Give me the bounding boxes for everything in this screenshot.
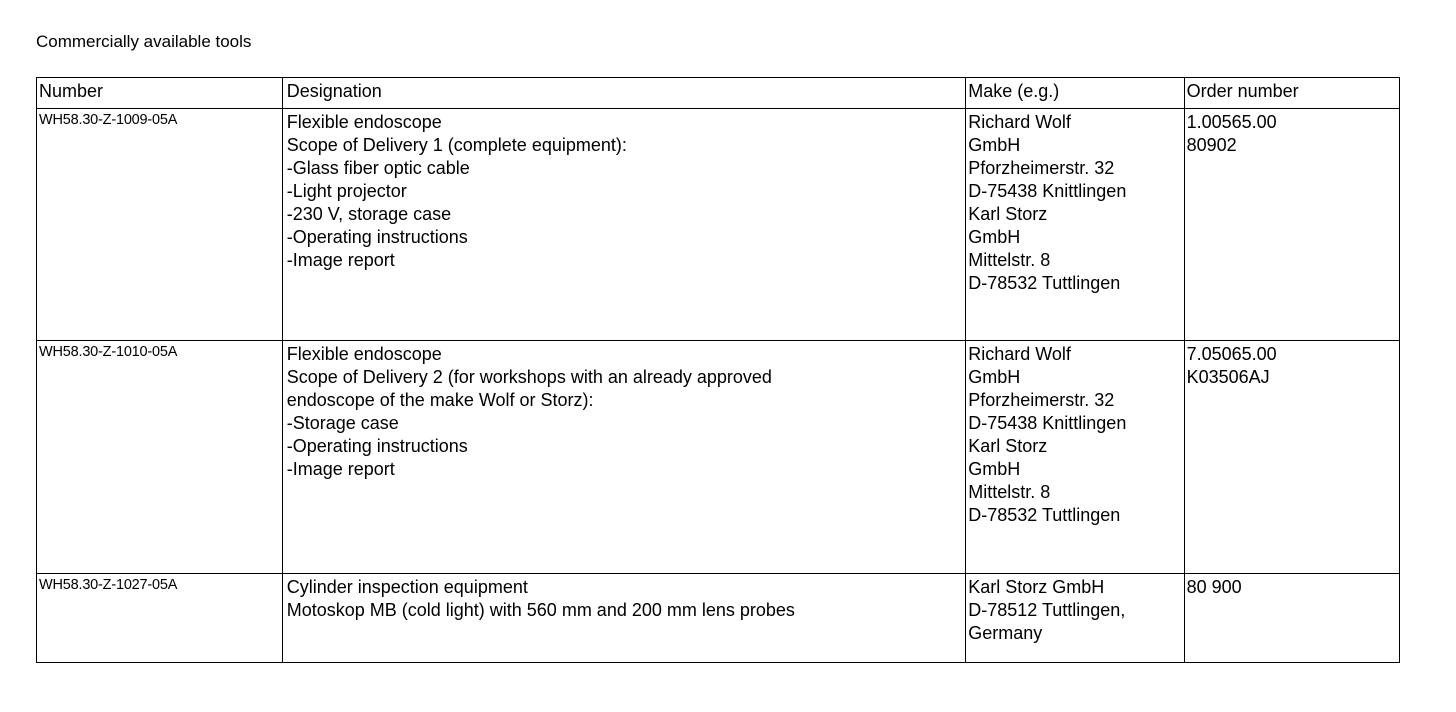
cell-designation: [282, 109, 966, 341]
make-line: D-78532 Tuttlingen: [968, 505, 1121, 525]
designation-line: -Image report: [286, 459, 395, 479]
cell-number: [37, 109, 283, 341]
cell-order-number: [1184, 109, 1399, 341]
order-line: 80 900: [1186, 577, 1242, 597]
tools-table: [36, 77, 1400, 663]
header-number: Number: [37, 78, 283, 109]
designation-line: Scope of Delivery 1 (complete equipment):: [286, 135, 627, 155]
header-make: Make (e.g.): [966, 78, 1184, 109]
tool-number: WH58.30-Z-1009-05A: [39, 112, 178, 128]
make-line: Pforzheimerstr. 32: [968, 390, 1115, 410]
designation-line: -Operating instructions: [286, 436, 468, 456]
designation-line: -Operating instructions: [286, 227, 468, 247]
make-line: Karl Storz GmbH: [968, 577, 1105, 597]
cell-number: [37, 574, 283, 663]
cell-make: [966, 341, 1184, 574]
make-line: Karl Storz: [968, 436, 1048, 456]
make-line: GmbH: [968, 227, 1021, 247]
designation-line: -Storage case: [286, 413, 399, 433]
designation-line: -Light projector: [286, 181, 407, 201]
make-line: Richard Wolf: [968, 344, 1071, 364]
make-line: Karl Storz: [968, 204, 1048, 224]
cell-designation: [282, 574, 966, 663]
make-line: GmbH: [968, 135, 1021, 155]
make-line: D-75438 Knittlingen: [968, 181, 1127, 201]
order-line: 80902: [1186, 135, 1237, 155]
designation-line: Flexible endoscope: [286, 344, 442, 364]
table-row: [37, 341, 1400, 574]
table-header-row: [37, 78, 1400, 109]
table-row: [37, 574, 1400, 663]
order-line: 7.05065.00: [1186, 344, 1277, 364]
make-line: Mittelstr. 8: [968, 250, 1051, 270]
designation-line: endoscope of the make Wolf or Storz):: [286, 390, 594, 410]
tool-number: WH58.30-Z-1027-05A: [39, 577, 178, 593]
header-order-number: Order number: [1184, 78, 1399, 109]
cell-number: [37, 341, 283, 574]
make-line: D-78532 Tuttlingen: [968, 273, 1121, 293]
cell-order-number: [1184, 341, 1399, 574]
make-line: Richard Wolf: [968, 112, 1071, 132]
page-title: Commercially available tools: [36, 32, 252, 51]
designation-line: Flexible endoscope: [286, 112, 442, 132]
header-designation: Designation: [282, 78, 966, 109]
order-line: K03506AJ: [1186, 367, 1270, 387]
make-line: GmbH: [968, 367, 1021, 387]
designation-line: Scope of Delivery 2 (for workshops with an already approved: [286, 367, 772, 387]
make-line: Germany: [968, 623, 1043, 643]
tool-number: WH58.30-Z-1010-05A: [39, 344, 178, 360]
designation-line: -Image report: [286, 250, 395, 270]
cell-order-number: [1184, 574, 1399, 663]
designation-line: -Glass fiber optic cable: [286, 158, 470, 178]
make-line: D-78512 Tuttlingen,: [968, 600, 1126, 620]
make-line: D-75438 Knittlingen: [968, 413, 1127, 433]
cell-make: [966, 109, 1184, 341]
make-line: Mittelstr. 8: [968, 482, 1051, 502]
designation-line: Motoskop MB (cold light) with 560 mm and 200 mm lens probes: [286, 600, 795, 620]
table-row: [37, 109, 1400, 341]
make-line: GmbH: [968, 459, 1021, 479]
make-line: Pforzheimerstr. 32: [968, 158, 1115, 178]
order-line: 1.00565.00: [1186, 112, 1277, 132]
designation-line: Cylinder inspection equipment: [286, 577, 528, 597]
cell-make: [966, 574, 1184, 663]
designation-line: -230 V, storage case: [286, 204, 452, 224]
cell-designation: [282, 341, 966, 574]
